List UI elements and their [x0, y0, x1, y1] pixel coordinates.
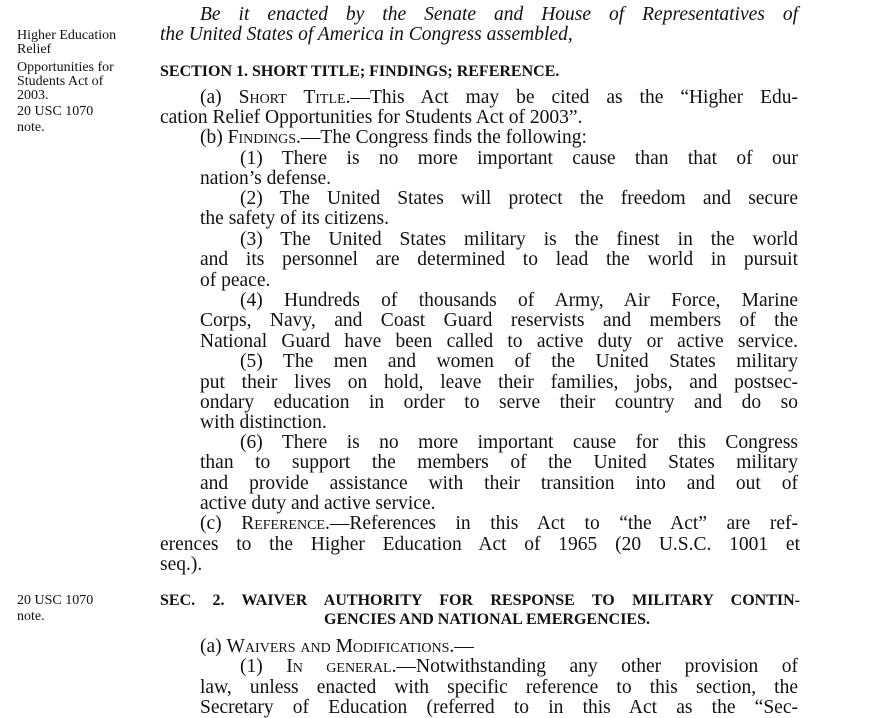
sec2-paragraph-1-line-3: Secretary of Education (referred to in this Act as the “Sec- — [200, 697, 798, 718]
subsection-text: .— — [449, 636, 474, 657]
margin-note-line: note. — [17, 120, 45, 135]
subsection-text: .—References in this Act to “the Act” are ref- — [324, 513, 798, 534]
subsection-caption: Reference — [241, 513, 325, 534]
enacting-clause-line-2: the United States of America in Congress assembled, — [160, 24, 573, 45]
finding-4-line-1: (4) Hundreds of thousands of Army, Air Force, Marine — [240, 290, 798, 311]
subsection-text: .—This Act may be cited as the “Higher Edu- — [345, 87, 798, 108]
sec2-subsection-a-line — [200, 637, 474, 657]
finding-6-line-3: and provide assistance with their transition into and out of — [200, 473, 798, 494]
margin-note-line: 2003. — [17, 88, 49, 103]
subsection-b-line — [200, 128, 587, 148]
section-2-heading-line-2: GENCIES AND NATIONAL EMERGENCIES. — [324, 611, 650, 628]
finding-4-line-2: Corps, Navy, and Coast Guard reservists and members of the — [200, 310, 798, 331]
subsection-label: (c) — [200, 513, 242, 534]
section-1-heading: SECTION 1. SHORT TITLE; FINDINGS; REFERENCE. — [160, 63, 560, 80]
margin-note-line: 20 USC 1070 — [17, 593, 94, 608]
paragraph-text: .—Notwithstanding any other provision of — [391, 656, 798, 677]
section-2-heading-line-1: SEC. 2. WAIVER AUTHORITY FOR RESPONSE TO MILITARY CONTIN- — [160, 592, 800, 609]
finding-6-line-1: (6) There is no more important cause for this Congress — [240, 432, 798, 453]
finding-5-line-3: ondary education in order to serve their country and do so — [200, 392, 798, 413]
subsection-text: .—The Congress finds the following: — [296, 127, 587, 148]
finding-1-line-1: (1) There is no more important cause than that of our — [240, 148, 798, 169]
subsection-a-line-2: cation Relief Opportunities for Students Act of 2003”. — [160, 107, 583, 128]
finding-3-line-3: of peace. — [200, 270, 271, 291]
finding-3-line-2: and its personnel are determined to lead the world in pursuit — [200, 249, 798, 270]
subsection-a-line-1 — [200, 88, 798, 108]
finding-5-line-4: with distinction. — [200, 412, 327, 433]
margin-note-line: 20 USC 1070 — [17, 104, 94, 119]
finding-6-line-2: than to support the members of the United States military — [200, 452, 798, 473]
margin-note-line: Relief — [17, 42, 52, 57]
subsection-c-line-1 — [200, 514, 798, 534]
subsection-label: (a) — [200, 87, 239, 108]
margin-note-line: note. — [17, 609, 45, 624]
subsection-caption: Waivers and Modifications — [226, 636, 450, 657]
finding-4-line-3: National Guard have been called to active duty or active service. — [200, 331, 798, 352]
subsection-label: (b) — [200, 127, 228, 148]
finding-5-line-1: (5) The men and women of the United States military — [240, 351, 798, 372]
finding-3-line-1: (3) The United States military is the finest in the world — [240, 229, 798, 250]
subsection-c-line-3: seq.). — [160, 554, 203, 575]
sec2-paragraph-1-line-2: law, unless enacted with specific reference to this section, the — [200, 677, 798, 698]
subsection-label: (a) — [200, 636, 227, 657]
enacting-clause-line-1: Be it enacted by the Senate and House of Representatives of — [200, 4, 798, 25]
paragraph-label: (1) — [240, 656, 287, 677]
finding-2-line-2: the safety of its citizens. — [200, 208, 389, 229]
paragraph-caption: In general — [286, 656, 392, 677]
margin-note-line: Opportunities for — [17, 60, 114, 75]
sec2-paragraph-1-line-1 — [240, 657, 798, 677]
finding-2-line-1: (2) The United States will protect the freedom and secure — [240, 188, 798, 209]
finding-6-line-4: active duty and active service. — [200, 493, 436, 514]
margin-note-line: Higher Education — [17, 28, 117, 43]
subsection-caption: Short Title — [238, 87, 346, 108]
subsection-c-line-2: erences to the Higher Education Act of 1965 (20 U.S.C. 1001 et — [160, 534, 800, 555]
margin-note-short-title — [17, 28, 152, 136]
finding-1-line-2: nation’s defense. — [200, 168, 332, 189]
subsection-caption: Findings — [227, 127, 297, 148]
finding-5-line-2: put their lives on hold, leave their families, jobs, and postsec- — [200, 372, 798, 393]
margin-note-sec2 — [17, 593, 152, 625]
margin-note-line: Students Act of — [17, 74, 104, 89]
